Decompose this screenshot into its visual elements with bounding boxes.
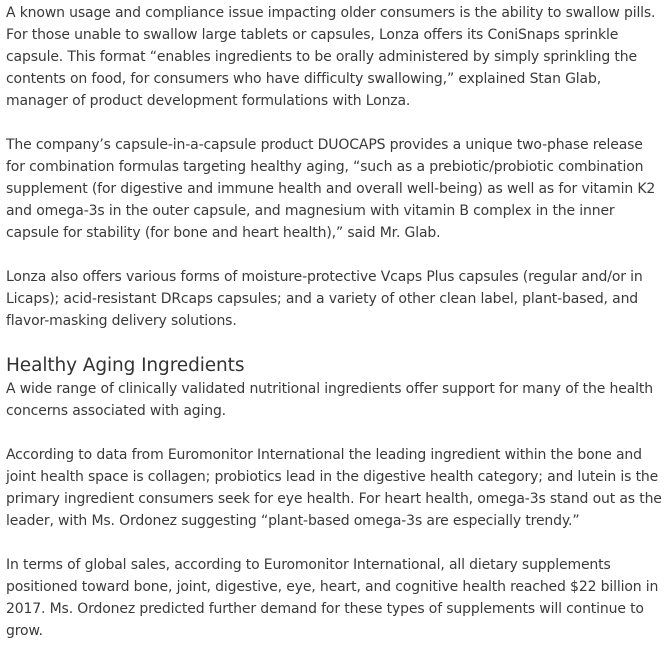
- section-heading: Healthy Aging Ingredients: [6, 355, 245, 376]
- paragraph-duocaps: The company’s capsule-in-a-capsule product DUOCAPS provides a unique two-phase release for combination formulas targeting healthy aging, “such as a prebiotic/probiotic combination supplement (for digestive and immune health and overall well-being) as well as for vitamin K2 and omega-3s in the outer capsule, and magnesium with vitamin B complex in the inner capsule for stability (for bone and heart health),” said Mr. Glab.: [6, 137, 656, 241]
- paragraph-global-sales: In terms of global sales, according to Euromonitor International, all dietary supplements positioned toward bone, joint, digestive, eye, heart, and cognitive health reached $22 billion in 2017. Ms. Ordonez predicted further demand for these types of supplements will continue to grow.: [6, 557, 659, 639]
- paragraph-vcaps: Lonza also offers various forms of moisture-protective Vcaps Plus capsules (regular and/or in Licaps); acid-resistant DRcaps capsules; and a variety of other clean label, plant-based, and flavor-masking delivery solutions.: [6, 269, 643, 329]
- paragraph-ingredients-intro: A wide range of clinically validated nutritional ingredients offer support for many of the health concerns associated with aging.: [6, 381, 653, 419]
- paragraph-swallowing: A known usage and compliance issue impacting older consumers is the ability to swallow pills. For those unable to swallow large tablets or capsules, Lonza offers its ConiSnaps sprinkle capsule. This format “enables ingredients to be orally administered by simply sprinkling the contents on food, for consumers who have difficulty swallowing,” explained Stan Glab, manager of product development formulations with Lonza.: [6, 5, 656, 109]
- paragraph-euromonitor-data: According to data from Euromonitor International the leading ingredient within the bone and joint health space is collagen; probiotics lead in the digestive health category; and lutein is the primary ingredient consumers seek for eye health. For heart health, omega-3s stand out as the leader, with Ms. Ordonez suggesting “plant-based omega-3s are especially trendy.”: [6, 447, 662, 529]
